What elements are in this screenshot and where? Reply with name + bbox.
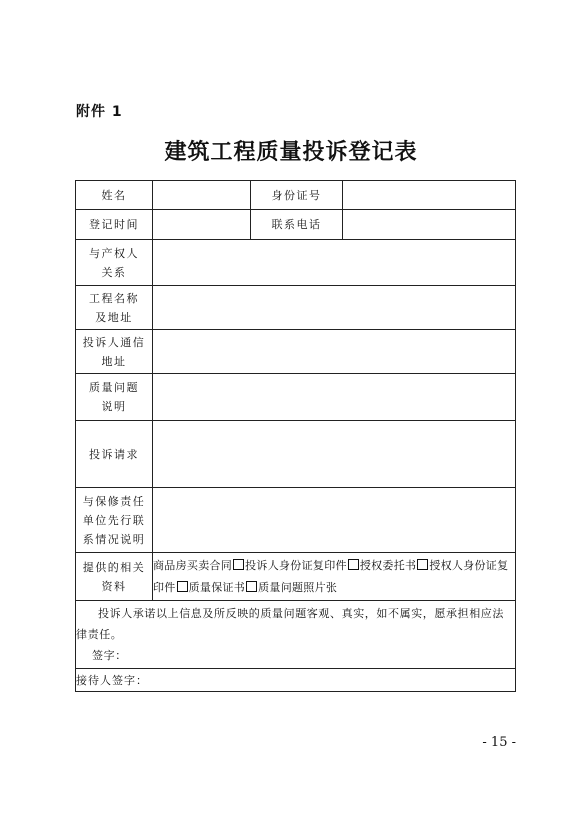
supporting-docs-checklist — [153, 553, 516, 601]
doc-checkbox-power-of-attorney[interactable] — [417, 559, 428, 570]
row-quality-issue — [76, 374, 516, 421]
warranty-contact-field[interactable] — [153, 488, 516, 553]
complaint-request-field[interactable] — [153, 421, 516, 488]
registration-time-field[interactable] — [153, 210, 251, 240]
name-label: 姓名 — [76, 181, 153, 210]
row-complaint-request — [76, 421, 516, 488]
id-number-field[interactable] — [343, 181, 516, 210]
phone-field[interactable] — [343, 210, 516, 240]
doc-checkbox-authorizer-id[interactable] — [177, 581, 188, 592]
row-warranty-contact — [76, 488, 516, 553]
registration-time-label: 登记时间 — [76, 210, 153, 240]
owner-relation-label-line1: 与产权人 — [89, 246, 139, 260]
quality-issue-field[interactable] — [153, 374, 516, 421]
row-supporting-docs — [76, 553, 516, 601]
project-address-field[interactable] — [153, 286, 516, 330]
id-number-label: 身份证号 — [251, 181, 343, 210]
warranty-contact-label-line3: 系情况说明 — [82, 532, 146, 546]
phone-label: 联系电话 — [251, 210, 343, 240]
quality-issue-label-line1: 质量问题 — [89, 381, 139, 394]
mailing-address-field[interactable] — [153, 330, 516, 374]
mailing-address-label-line1: 投诉人通信 — [82, 335, 146, 349]
declaration-text: 投诉人承诺以上信息及所反映的质量问题客观、真实，如不属实，愿承担相应法律责任。 — [76, 607, 504, 641]
doc-item-quality-photos: 质量问题照片张 — [258, 580, 338, 594]
form-title: 建筑工程质量投诉登记表 — [164, 139, 418, 165]
project-address-label-line1: 工程名称 — [89, 291, 139, 305]
doc-checkbox-sales-contract[interactable] — [233, 559, 244, 570]
doc-item-authorizer-id: 授权人身份证复印件 — [153, 558, 509, 594]
warranty-contact-label-line2: 单位先行联 — [82, 513, 146, 527]
complaint-registration-form — [75, 180, 516, 692]
doc-item-power-of-attorney: 授权委托书 — [359, 558, 417, 572]
declaration-signature-label: 签字： — [92, 649, 127, 662]
name-field[interactable] — [153, 181, 251, 210]
warranty-contact-label — [76, 488, 153, 553]
project-address-label — [76, 286, 153, 330]
quality-issue-label — [76, 374, 153, 421]
attachment-label: 附件 1 — [76, 104, 123, 120]
doc-item-sales-contract: 商品房买卖合同 — [153, 558, 233, 572]
supporting-docs-label-line1: 提供的相关 — [82, 560, 146, 574]
doc-checkbox-complainant-id[interactable] — [348, 559, 359, 570]
row-declaration — [76, 601, 516, 669]
row-project-address — [76, 286, 516, 330]
supporting-docs-label — [76, 553, 153, 601]
mailing-address-label-line2: 地址 — [101, 354, 127, 368]
owner-relation-label-line2: 关系 — [101, 265, 127, 279]
owner-relation-label — [76, 240, 153, 286]
row-mailing-address — [76, 330, 516, 374]
doc-checkbox-quality-certificate[interactable] — [246, 581, 257, 592]
complaint-request-label: 投诉请求 — [76, 421, 153, 488]
doc-item-quality-certificate: 质量保证书 — [188, 580, 246, 594]
warranty-contact-label-line1: 与保修责任 — [82, 494, 146, 508]
supporting-docs-label-line2: 资料 — [101, 579, 127, 593]
receiver-signature-label[interactable]: 接待人签字： — [76, 669, 516, 692]
doc-item-complainant-id: 投诉人身份证复印件 — [245, 558, 347, 572]
declaration-cell — [76, 601, 516, 669]
row-owner-relation — [76, 240, 516, 286]
quality-issue-label-line2: 说明 — [101, 400, 127, 413]
row-receiver-signature — [76, 669, 516, 692]
owner-relation-field[interactable] — [153, 240, 516, 286]
mailing-address-label — [76, 330, 153, 374]
row-time-phone — [76, 210, 516, 240]
row-name-id — [76, 181, 516, 210]
page-number: - 15 - — [482, 735, 516, 750]
project-address-label-line2: 及地址 — [95, 310, 133, 324]
